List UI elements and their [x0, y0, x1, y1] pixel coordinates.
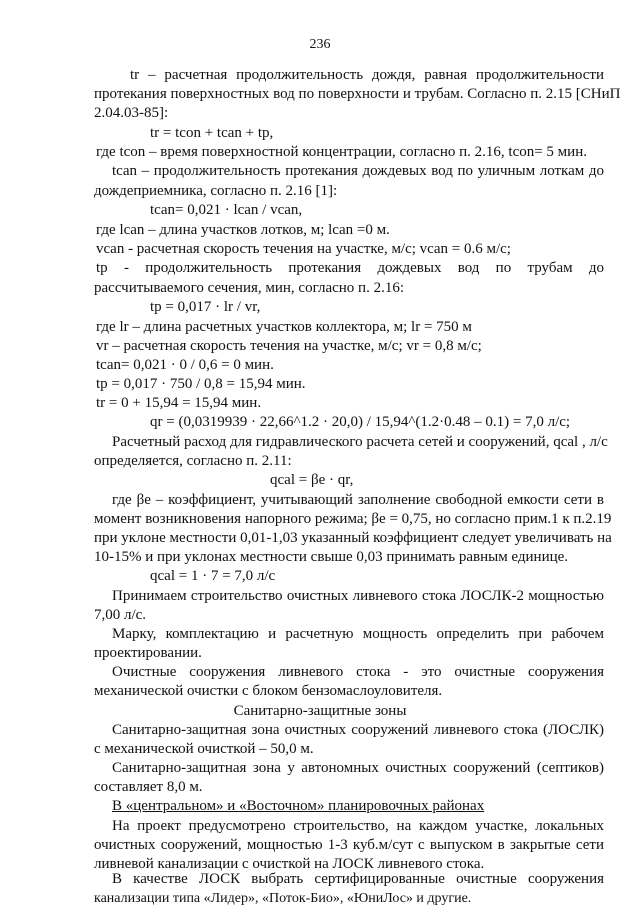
text-line: vcan - расчетная скорость течения на участке, м/с; vcan = 0.6 м/с;	[96, 241, 511, 257]
text-line: при уклоне местности 0,01-1,03 указанный коэффициент следует увеличивать на	[94, 530, 612, 546]
text-line: На проект предусмотрено строительство, на каждом участке, локальных	[112, 818, 604, 834]
section-heading: Санитарно-защитные зоны	[233, 703, 407, 719]
text-line: tp = 0,017 · 750 / 0,8 = 15,94 мин.	[96, 376, 306, 392]
page-number: 236	[309, 37, 331, 52]
text-line: 10-15% и при уклонах местности свыше 0,03 принимать равным единице.	[94, 549, 569, 565]
text-line: 7,00 л/с.	[94, 607, 147, 623]
text-line: В качестве ЛОСК выбрать сертифицированные очистные сооружения	[112, 871, 604, 887]
text-line: где tcon – время поверхностной концентрации, согласно п. 2.16, tcon= 5 мин.	[96, 144, 587, 160]
text-line: составляет 8,0 м.	[94, 779, 203, 795]
text-line: tr = 0 + 15,94 = 15,94 мин.	[96, 395, 262, 411]
text-line: 2.04.03-85]:	[94, 105, 169, 121]
text-line: Очистные сооружения ливневого стока - это очистные сооружения	[112, 664, 604, 680]
formula-line: tr = tcon + tcan + tp,	[150, 125, 274, 141]
text-line: рассчитываемого сечения, мин, согласно п. 2.16:	[94, 280, 404, 296]
text-line: где lcan – длина участков лотков, м; lcan =0 м.	[96, 222, 390, 238]
text-line: протекания поверхностных вод по поверхности и трубам. Согласно п. 2.15 [СНиП	[94, 86, 621, 102]
text-line: ливневой канализации с очисткой на ЛОСК ливневого стока.	[94, 856, 485, 872]
text-line: проектировании.	[94, 645, 202, 661]
text-line: tcan – продолжительность протекания дождевых вод по уличным лоткам до	[112, 163, 604, 179]
formula-line: tp = 0,017 · lr / vr,	[150, 299, 261, 315]
text-line: Расчетный расход для гидравлического расчета сетей и сооружений, qcal , л/с	[112, 434, 608, 450]
text-line: очистных сооружений, мощностью 1-3 куб.м/сут с выпуском в закрытые сети	[94, 837, 604, 853]
text-line: с механической очисткой – 50,0 м.	[94, 741, 314, 757]
text-line: Принимаем строительство очистных ливневого стока ЛОСЛК-2 мощностью	[112, 588, 604, 604]
text-line: дождеприемника, согласно п. 2.16 [1]:	[94, 183, 338, 199]
text-line: Санитарно-защитная зона очистных сооружений ливневого стока (ЛОСЛК)	[112, 722, 604, 738]
text-line: определяется, согласно п. 2.11:	[94, 453, 292, 469]
text-line: vr – расчетная скорость течения на участке, м/с; vr = 0,8 м/с;	[96, 338, 482, 354]
text-line: механической очистки с блоком бензомаслоуловителя.	[94, 683, 443, 699]
formula-line: qr = (0,0319939 · 22,66^1.2 · 20,0) / 15,94^(1.2·0.48 – 0.1) = 7,0 л/с;	[150, 414, 571, 430]
formula-line: tcan= 0,021 · lcan / vcan,	[150, 202, 303, 218]
text-line: где βe – коэффициент, учитывающий заполнение свободной емкости сети в	[112, 492, 604, 508]
text-line: tp - продолжительность протекания дождевых вод по трубам до	[96, 260, 604, 276]
text-line: Марку, комплектацию и расчетную мощность определить при рабочем	[112, 626, 604, 642]
formula-line: qcal = βe · qr,	[270, 472, 354, 488]
text-line: где lr – длина расчетных участков коллектора, м; lr = 750 м	[96, 319, 472, 335]
underlined-heading: В «центральном» и «Восточном» планировочных районах	[112, 798, 485, 814]
text-line: момент возникновения напорного режима; βe = 0,75, но согласно прим.1 к п.2.19	[94, 511, 612, 527]
formula-line: qcal = 1 · 7 = 7,0 л/с	[150, 568, 276, 584]
text-line: Санитарно-защитная зона у автономных очистных сооружений (септиков)	[112, 760, 604, 776]
text-line: tcan= 0,021 · 0 / 0,6 = 0 мин.	[96, 357, 274, 373]
text-line: канализации типа «Лидер», «Поток-Био», «ЮниЛос» и другие.	[94, 891, 472, 906]
text-line: tr – расчетная продолжительность дождя, равная продолжительности	[130, 67, 604, 83]
